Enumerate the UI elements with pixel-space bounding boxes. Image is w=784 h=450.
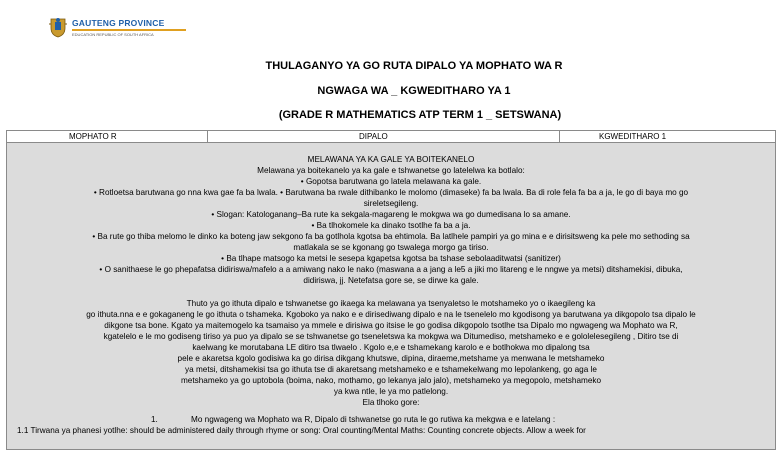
text-line: • O sanithaese le go phepafatsa didiriswa/mafelo a a amiwang nako le nako (maswana a a jang a le5 a jiki mo litareng e le nngwe ya metsi) ditshamekisi, dibuka, [99,265,683,274]
text-line: • Ba rute go thiba melomo le dinko ka boteng jaw sekgono fa ba gotlhola kgotsa ba ehtimola. Ba latlhele pampiri ya go mina e e dirisitsweng ka pele mo sethoding sa [92,232,690,241]
header-term: KGWEDITHARO 1 [599,132,667,141]
text-line: Melawana ya boitekanelo ya ka gale e tshwanetse go latelelwa ka botlalo: [257,166,525,175]
text-line-cut: 1.1 Tirwana ya phanesi yotlhe: should be administered daily through rhyme or song: Oral counting/Mental Maths: Counting concrete objects. Allow a week for [17,426,586,435]
text-line: • Slogan: Katologanang–Ba rute ka sekgala-magareng le mokgwa wa go dumedisana lo sa amane. [211,210,571,219]
text-line: kgatelelo e le mo godiseng tiriso ya puo ya dipalo se se tshwanetse go tseneletswa ka mokgwa wa Ditumediso, metshameko e e gololelesegileng , Ditiro tse di [103,332,679,341]
text-line: didiriswa, jj. Netefatsa gore se, se dirwe ka gale. [303,276,479,285]
logo-bar [72,29,186,31]
table-body-cell [7,143,775,436]
header-grade: MOPHATO R [69,132,117,141]
text-line: • Ba tlhokomele ka dinako tsotlhe fa ba a ja. [311,221,471,230]
text-line: ya kwa ntle, le ya mo patlelong. [333,387,449,396]
item-number: 1. [151,415,158,424]
numbered-item [7,414,775,425]
document-subtitle-english: (GRADE R MATHEMATICS ATP TERM 1 _ SETSWANA) [278,109,562,121]
text-line: pele e akaretsa kgolo godisiwa ka go dirisa dikgang khutswe, dipina, diraeme,metshame ya menwana le metshameko [177,354,605,363]
text-line: • Ba tlhape matsogo ka metsi le sesepa kgapetsa kgotsa ba tshase sebolaaditwatsi (sanitizer) [221,254,561,263]
text-line: Ela tlhoko gore: [362,398,420,407]
text-line: metshameko ya go uptobola (boima, nako, mothamo, go lekanya jalo jalo), metshameko ya megopolo, metshameko [180,376,602,385]
document-subtitle: NGWAGA WA _ KGWEDITHARO YA 1 [317,85,511,97]
table-header-row [7,131,775,143]
column-divider [207,131,208,142]
text-line: Thuto ya go ithuta dipalo e tshwanetse go ikaega ka melawana ya tsenyaletso le motshameko yo o ikaegileng ka [186,299,596,308]
text-line: go ithuta.nna e e gokaganeng le go ithuta o tshameka. Kgoboko ya nako e e dirisediwang dipalo e na le tsenelelo mo kgodisong ya barutwana ya dikgopolo tsa dipalo le [86,310,696,319]
atp-table [6,130,776,450]
logo-text: GAUTENG PROVINCE [72,17,165,28]
item-text: Mo ngwageng wa Mophato wa R, Dipalo di tshwanetse go ruta le go rutiwa ka mekgwa e e latelang : [191,415,556,424]
text-line: • Rotloetsa barutwana go nna kwa gae fa ba lwala. • Barutwana ba rwale dithibanko le molomo (dimaseke) fa ba lwala. Ba di role fela fa ba a ja, le go di baya mo go [93,188,689,197]
coat-of-arms-icon [48,16,68,38]
text-line: kaelwang ke morutabana LE ditiro tsa tlwaelo . Kgolo e,e e tshamekang karolo e e botlhokwa mo dipalong tsa [192,343,590,352]
text-line: sireletsegileng. [363,199,419,208]
document-title: THULAGANYO YA GO RUTA DIPALO YA MOPHATO WA R [265,60,563,72]
section-title: MELAWANA YA KA GALE YA BOITEKANELO [307,155,475,164]
text-line: matlakala se se kgonang go tswalega morgo ga tiriso. [293,243,489,252]
text-line: ya metsi, ditshamekisi tsa go ithuta tse di akaretsang metshameko e e tshamekelwang mo lepolankeng, go aga le [185,365,597,374]
text-line: • Gopotsa barutwana go latela melawana ka gale. [300,177,482,186]
logo-subtext: EDUCATION REPUBLIC OF SOUTH AFRICA [72,31,154,37]
header-subject: DIPALO [359,132,388,141]
column-divider [559,131,560,142]
gauteng-logo [48,14,190,40]
text-line: dikgone tsa bone. Kgato ya maitemogelo ka tsamaiso ya mmele e dirisiwa go itsise le go godisa dikgopolo tsotlhe tsa Dipalo mo ngwageng wa Mophato wa R, [104,321,678,330]
